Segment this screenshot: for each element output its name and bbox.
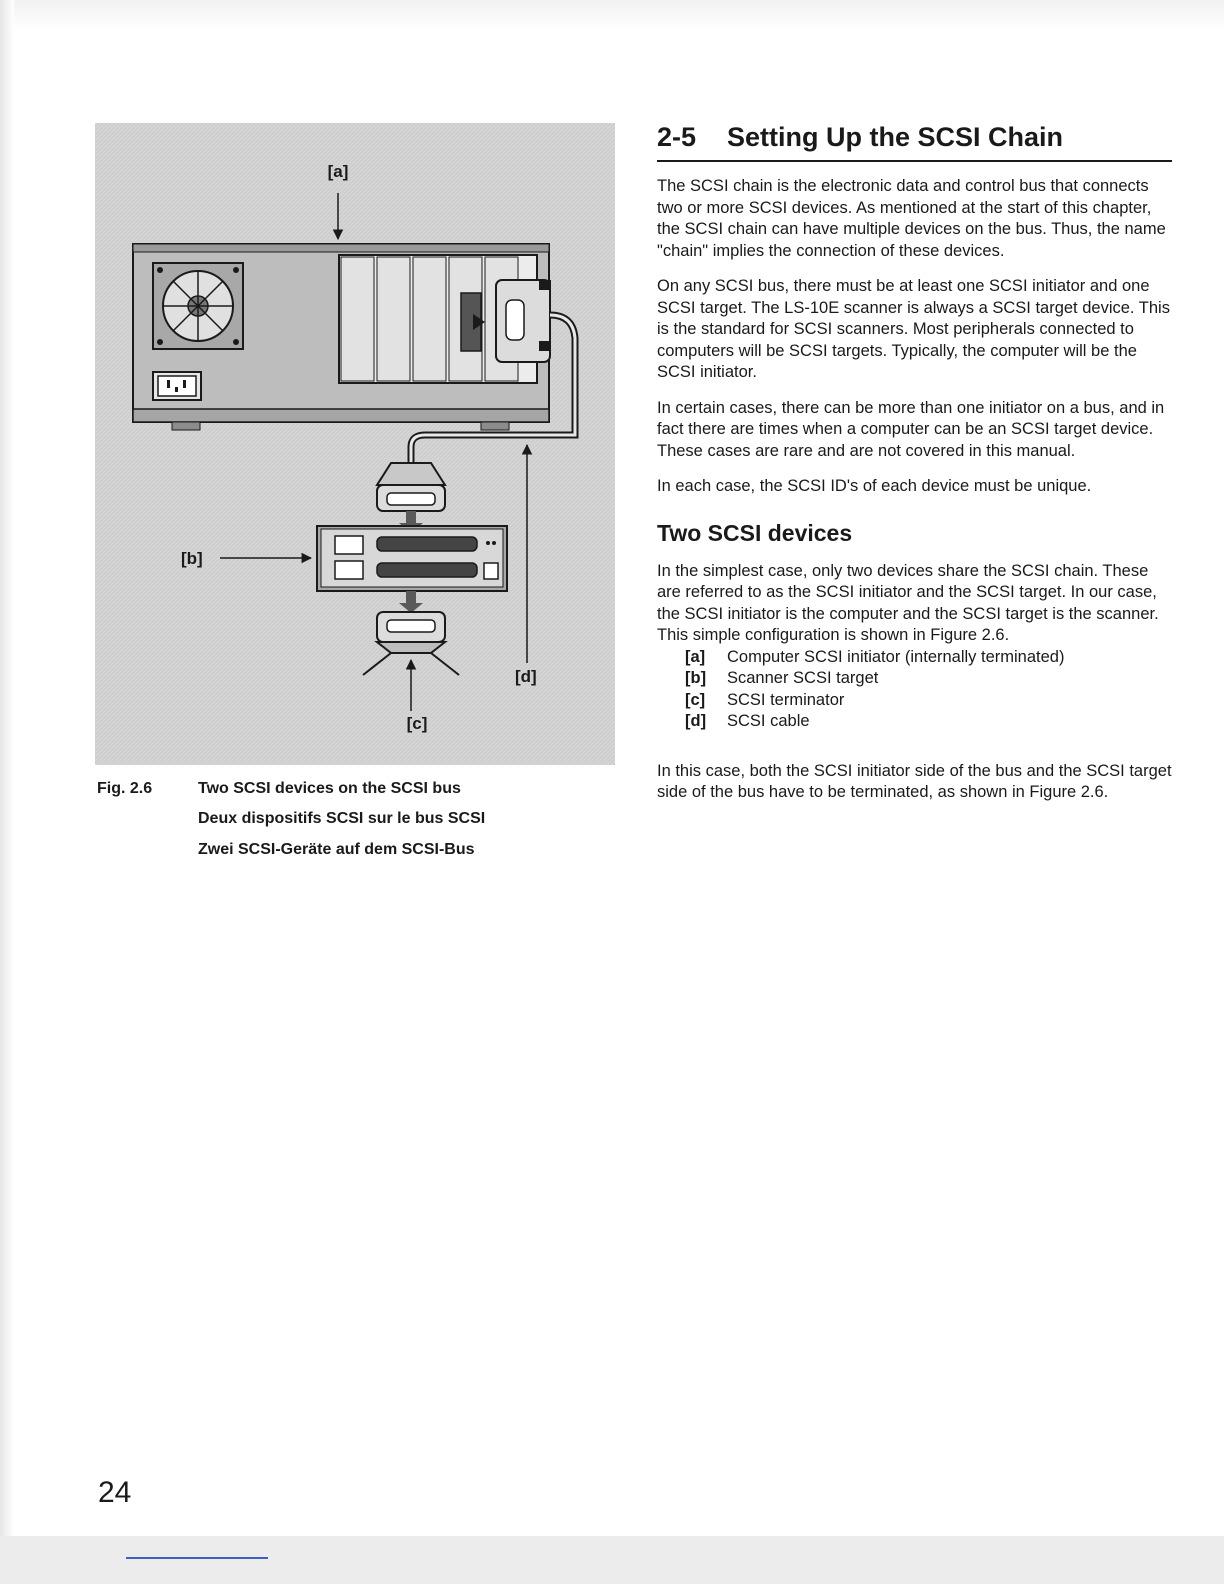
section-heading bbox=[657, 118, 1172, 156]
legend-item bbox=[657, 668, 1172, 690]
legend-key: [b] bbox=[685, 669, 707, 687]
legend-key: [c] bbox=[685, 690, 706, 709]
section-title: Setting Up the SCSI Chain bbox=[727, 122, 1064, 152]
paragraph-initiator-target: On any SCSI bus, there must be at least one SCSI initiator and one SCSI target. The LS-10E scanner is always a SCSI target device. This is the standard for SCSI scanners. Most peripherals connected to computers will be SCSI targets. Typically, the computer will be the SCSI initiator. bbox=[657, 277, 1170, 381]
fan-icon bbox=[153, 263, 243, 349]
page-binding-shadow bbox=[0, 0, 14, 1584]
legend-text: SCSI cable bbox=[727, 712, 810, 730]
callout-a: [a] bbox=[327, 162, 349, 181]
paragraph-multiple-initiators: In certain cases, there can be more than one initiator on a bus, and in fact there are times when a computer can be an SCSI target device. These cases are rare and are not covered in this manual. bbox=[657, 398, 1165, 460]
legend-text: SCSI terminator bbox=[727, 690, 845, 709]
legend-item bbox=[657, 647, 1172, 669]
caption-french: Deux dispositifs SCSI sur le bus SCSI bbox=[198, 810, 486, 827]
legend-item bbox=[657, 690, 1172, 712]
scsi-diagram bbox=[95, 123, 615, 765]
bottom-accent-line bbox=[126, 1557, 268, 1559]
subsection-heading: Two SCSI devices bbox=[657, 519, 853, 546]
page-bottom-margin bbox=[0, 1536, 1224, 1584]
scsi-connection-figure bbox=[95, 123, 615, 765]
legend-text: Computer SCSI initiator (internally terminated) bbox=[727, 647, 1065, 666]
legend-item bbox=[657, 711, 1172, 733]
scanner-illustration bbox=[317, 526, 507, 591]
section-number: 2-5 bbox=[657, 122, 697, 152]
callout-d: [d] bbox=[515, 667, 537, 686]
power-socket-icon bbox=[153, 372, 201, 400]
legend-key: [d] bbox=[685, 712, 707, 730]
main-text-column bbox=[657, 118, 1172, 818]
legend-key: [a] bbox=[685, 647, 706, 666]
page-number: 24 bbox=[98, 1476, 132, 1509]
paragraph-scsi-chain: The SCSI chain is the electronic data and control bus that connects two or more SCSI devices. As mentioned at the start of this chapter, the SCSI chain can have multiple devices on the bus. Thus, the name "chain" implies the connection of these devices. bbox=[657, 177, 1166, 260]
legend-text: Scanner SCSI target bbox=[727, 669, 879, 687]
scsi-port-computer bbox=[461, 280, 551, 362]
callout-c: [c] bbox=[406, 714, 428, 733]
figure-legend bbox=[657, 647, 1172, 733]
caption-english: Two SCSI devices on the SCSI bus bbox=[198, 780, 461, 797]
paragraph-two-devices: In the simplest case, only two devices share the SCSI chain. These are referred to as the SCSI initiator and the SCSI target. In our case, the SCSI initiator is the computer and the SCSI target is the scanner. This simple configuration is shown in Figure 2.6. bbox=[657, 561, 1159, 644]
figure-number: Fig. 2.6 bbox=[97, 780, 153, 797]
heading-rule bbox=[657, 160, 1172, 162]
caption-german: Zwei SCSI-Geräte auf dem SCSI-Bus bbox=[198, 841, 475, 858]
paragraph-unique-ids: In each case, the SCSI ID's of each device must be unique. bbox=[657, 477, 1092, 495]
page-edge-shadow bbox=[0, 0, 1224, 30]
cable-connector bbox=[377, 463, 445, 511]
paragraph-termination: In this case, both the SCSI initiator side of the bus and the SCSI target side of the bus have to be terminated, as shown in Figure 2.6. bbox=[657, 761, 1172, 801]
callout-b: [b] bbox=[181, 549, 203, 568]
computer-illustration bbox=[133, 244, 551, 430]
